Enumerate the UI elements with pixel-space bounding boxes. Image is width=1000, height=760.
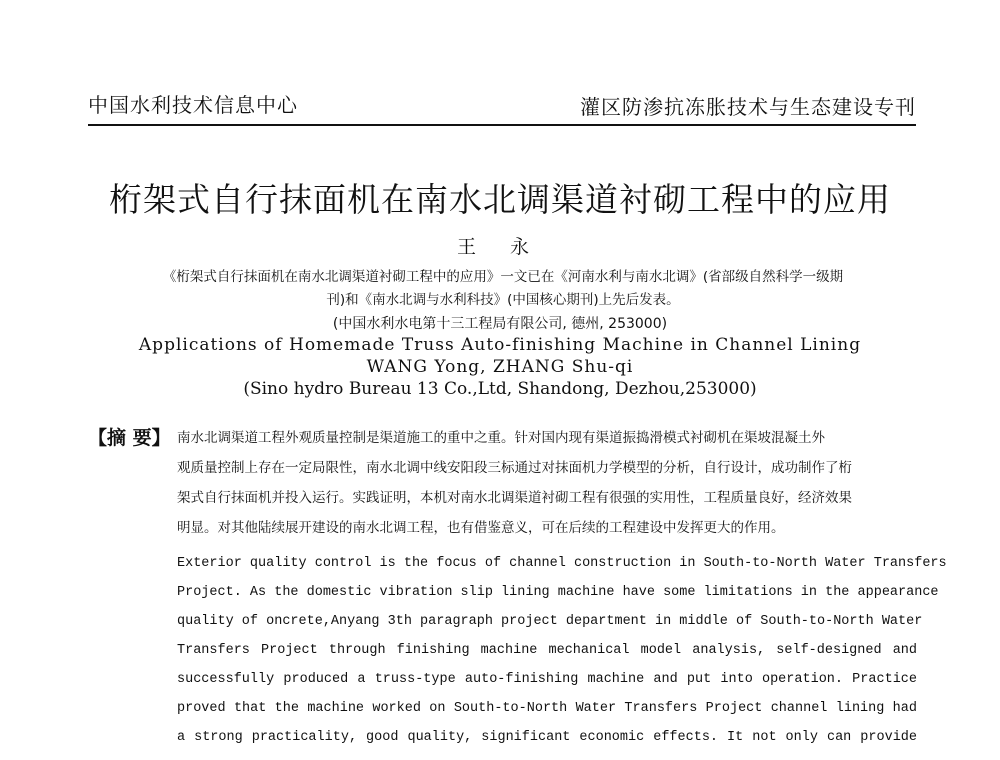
publication-note-line-1: 《桁架式自行抹面机在南水北调渠道衬砌工程中的应用》一文已在《河南水利与南水北调》(省部级自然科学一级期: [162, 269, 844, 285]
publication-note-line-2: 刊)和《南水北调与水利科技》(中国核心期刊)上先后发表。: [326, 292, 680, 308]
author-name: 王 永: [456, 236, 544, 258]
header-issue: 灌区防渗抗冻胀技术与生态建设专刊: [580, 95, 916, 119]
abstract-cn-line: 架式自行抹面机并投入运行。实践证明，本机对南水北调渠道衬砌工程有很强的实用性，工程质量良好，经济效果: [177, 490, 852, 506]
abstract-en-line: Transfers Project through finishing machine mechanical model analysis, self-designed and: [177, 643, 917, 658]
english-authors: WANG Yong, ZHANG Shu-qi: [366, 357, 634, 377]
english-affiliation: (Sino hydro Bureau 13 Co.,Ltd, Shandong, Dezhou,253000): [243, 379, 757, 399]
abstract-en-line: Project. As the domestic vibration slip lining machine have some limitations in the appearance: [177, 585, 939, 600]
header-source: 中国水利技术信息中心: [88, 93, 298, 117]
english-title: Applications of Homemade Truss Auto-finishing Machine in Channel Lining: [138, 335, 862, 355]
running-header: [88, 90, 916, 126]
affiliation-cn: (中国水利水电第十三工程局有限公司, 德州, 253000): [332, 316, 668, 332]
abstract-en-line: proved that the machine worked on South-to-North Water Transfers Project channel lining had: [177, 701, 917, 716]
abstract-label: 【摘 要】: [88, 427, 171, 449]
abstract-en-line: Exterior quality control is the focus of channel construction in South-to-North Water Transfers: [177, 556, 947, 571]
abstract-cn-line: 明显。对其他陆续展开建设的南水北调工程，也有借鉴意义，可在后续的工程建设中发挥更大的作用。: [177, 520, 785, 536]
abstract-cn-line: 观质量控制上存在一定局限性，南水北调中线安阳段三标通过对抹面机力学模型的分析，自行设计，成功制作了桁: [177, 460, 852, 476]
abstract-en-line: a strong practicality, good quality, significant economic effects. It not only can provide: [177, 730, 917, 745]
abstract-en-line: successfully produced a truss-type auto-finishing machine and put into operation. Practice: [177, 672, 917, 687]
page-title: 桁架式自行抹面机在南水北调渠道衬砌工程中的应用: [109, 180, 891, 219]
abstract-en-line: quality of oncrete,Anyang 3th paragraph project department in middle of South-to-North Water: [177, 614, 923, 629]
abstract-cn-line: 南水北调渠道工程外观质量控制是渠道施工的重中之重。针对国内现有渠道振捣滑模式衬砌机在渠坡混凝土外: [177, 430, 825, 446]
